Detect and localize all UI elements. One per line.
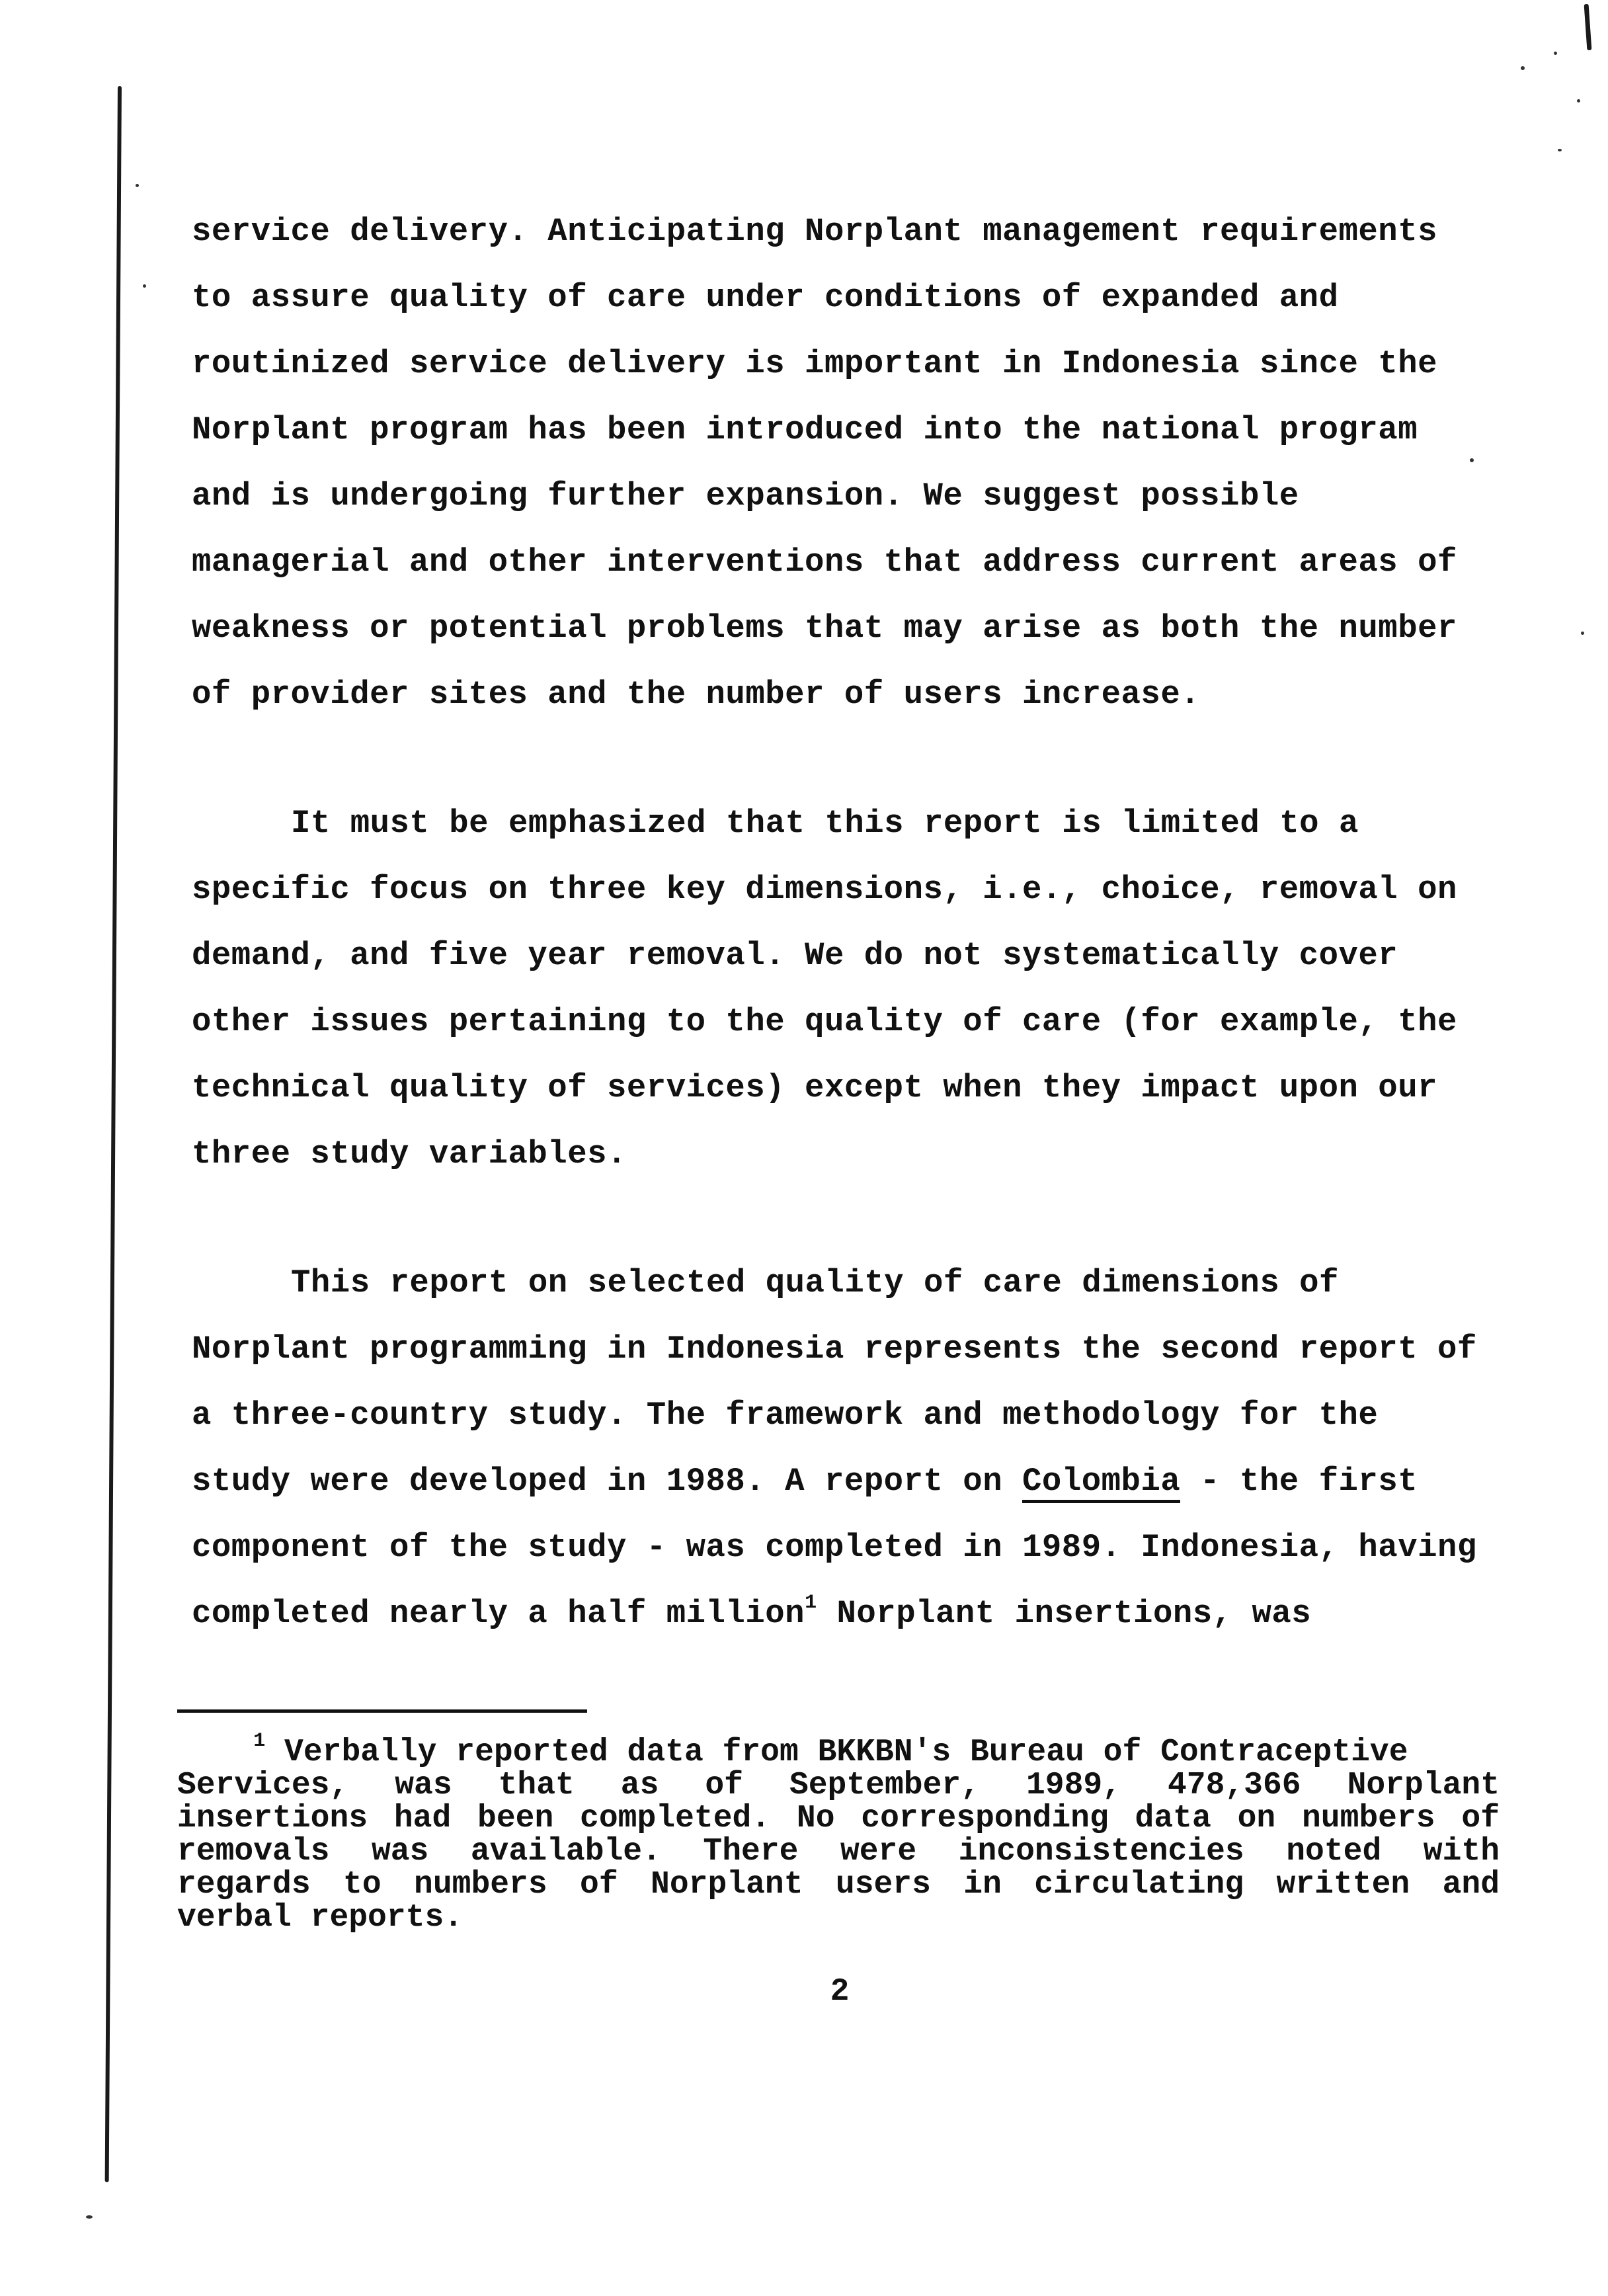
scan-speck (1577, 99, 1580, 102)
footnote-line (177, 1730, 1500, 1770)
body-text (192, 205, 1514, 1653)
scan-speck (143, 284, 146, 288)
footnote-line: insertions had been completed. No corresponding data on numbers of (177, 1801, 1500, 1836)
footnote-separator (177, 1709, 587, 1713)
text-line: technical quality of services) except when they impact upon our (192, 1069, 1438, 1106)
text-line: managerial and other interventions that address current areas of (192, 544, 1457, 581)
text-line: Norplant program has been introduced into the national program (192, 411, 1418, 448)
text-line: component of the study - was completed in 1989. Indonesia, having (192, 1529, 1477, 1566)
footnote-reference: 1 (805, 1592, 817, 1614)
text-line: demand, and five year removal. We do not systematically cover (192, 937, 1398, 974)
paragraph-1 (192, 205, 1514, 734)
text-line: service delivery. Anticipating Norplant management requirements (192, 213, 1438, 250)
text-line: and is undergoing further expansion. We suggest possible (192, 477, 1299, 514)
scan-speck (1521, 66, 1525, 70)
paragraph-3 (192, 1256, 1514, 1653)
scan-mark (1584, 4, 1592, 50)
page-number: 2 (830, 1974, 850, 2010)
text-line: routinized service delivery is important in Indonesia since the (192, 345, 1438, 382)
text-line (192, 1455, 1514, 1521)
text-line: specific focus on three key dimensions, i.e., choice, removal on (192, 871, 1457, 908)
paragraph-2 (192, 797, 1514, 1194)
footnote-line: Services, was that as of September, 1989, 478,366 Norplant (177, 1768, 1500, 1803)
text-line: three study variables. (192, 1135, 627, 1172)
text-fragment: Verbally reported data from BKKBN's Bureau of Contraceptive (284, 1735, 1408, 1770)
text-line: It must be emphasized that this report is limited to a (291, 805, 1359, 842)
scan-speck (1554, 52, 1557, 55)
text-line: a three-country study. The framework and methodology for the (192, 1397, 1379, 1434)
text-line: Norplant programming in Indonesia represents the second report of (192, 1331, 1477, 1368)
scan-edge-line (105, 86, 122, 2182)
text-line (192, 1587, 1514, 1653)
footnote-line: removals was available. There were inconsistencies noted with (177, 1834, 1500, 1869)
text-line: to assure quality of care under conditions of expanded and (192, 279, 1339, 316)
footnote (177, 1730, 1500, 1936)
text-line: other issues pertaining to the quality of care (for example, the (192, 1003, 1457, 1040)
footnote-line: regards to numbers of Norplant users in circulating written and (177, 1867, 1500, 1903)
text-line: of provider sites and the number of users increase. (192, 676, 1201, 713)
scan-speck (1581, 632, 1584, 635)
footnote-marker: 1 (253, 1730, 266, 1752)
text-line: weakness or potential problems that may arise as both the number (192, 610, 1457, 647)
footnote-line: verbal reports. (177, 1900, 463, 1936)
text-fragment: - the first (1180, 1463, 1418, 1500)
scan-speck (136, 184, 139, 187)
underlined-word: Colombia (1022, 1463, 1180, 1503)
text-line: This report on selected quality of care dimensions of (291, 1264, 1339, 1301)
text-fragment: completed nearly a half million (192, 1595, 805, 1632)
scan-speck (86, 2215, 93, 2219)
text-fragment: study were developed in 1988. A report on (192, 1463, 1023, 1500)
scan-speck (1558, 149, 1562, 151)
text-fragment: Norplant insertions, was (817, 1595, 1312, 1632)
